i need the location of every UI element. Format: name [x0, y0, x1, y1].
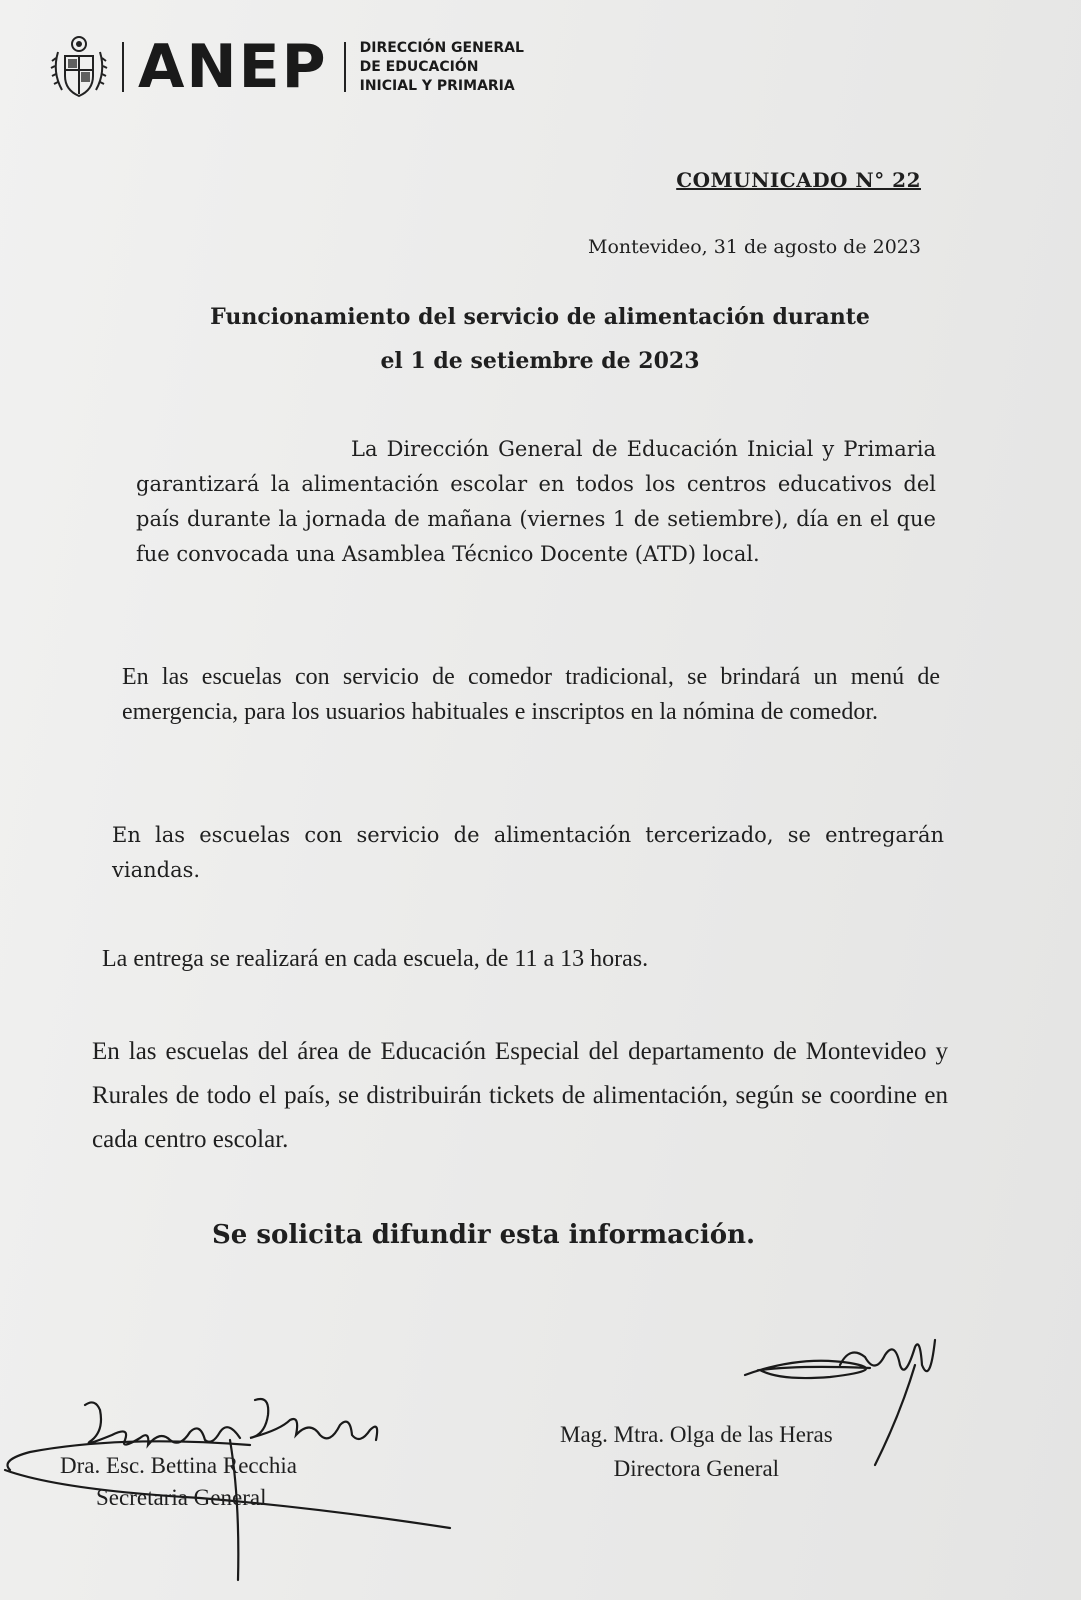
anep-logo-text: ANEP — [138, 32, 328, 102]
department-name — [360, 39, 524, 96]
closing-request: Se solicita difundir esta información. — [212, 1220, 756, 1250]
comunicado-number: COMUNICADO N° 22 — [676, 168, 921, 192]
coat-of-arms-icon — [48, 32, 110, 102]
document-date: Montevideo, 31 de agosto de 2023 — [587, 236, 921, 258]
letterhead — [48, 32, 524, 102]
divider — [122, 42, 124, 92]
signature-right — [560, 1418, 833, 1486]
title-line: Funcionamiento del servicio de alimentación durante — [210, 304, 870, 330]
title-line: el 1 de setiembre de 2023 — [380, 348, 700, 374]
signer-role: Secretaria General — [96, 1485, 267, 1510]
department-line: DIRECCIÓN GENERAL — [359, 39, 524, 56]
department-line: INICIAL Y PRIMARIA — [359, 77, 515, 94]
paragraph-5: En las escuelas del área de Educación Especial del departamento de Montevideo y Rurales de todo el país, se distribuirán tickets de alimentación, según se coordine en cada centro escolar. — [92, 1038, 948, 1153]
department-line: DE EDUCACIÓN — [359, 58, 479, 75]
signer-name: Mag. Mtra. Olga de las Heras — [560, 1422, 833, 1447]
divider — [344, 42, 346, 92]
paragraph-3: En las escuelas con servicio de alimentación tercerizado, se entregarán viandas. — [112, 823, 944, 882]
signer-role: Directora General — [613, 1456, 780, 1481]
paragraph-1: La Dirección General de Educación Inicial y Primaria garantizará la alimentación escolar en todos los centros educativos del país durante la jornada de mañana (viernes 1 de setiembre), día en el que fue convocada una Asamblea Técnico Docente (ATD) local. — [136, 437, 936, 566]
signature-left — [60, 1450, 297, 1514]
paragraph-4: La entrega se realizará en cada escuela, de 11 a 13 horas. — [102, 946, 649, 972]
signer-name: Dra. Esc. Bettina Recchia — [60, 1453, 297, 1478]
paragraph-2: En las escuelas con servicio de comedor tradicional, se brindará un menú de emergencia, para los usuarios habituales e inscriptos en la nómina de comedor. — [122, 664, 940, 725]
document-title — [140, 295, 940, 383]
